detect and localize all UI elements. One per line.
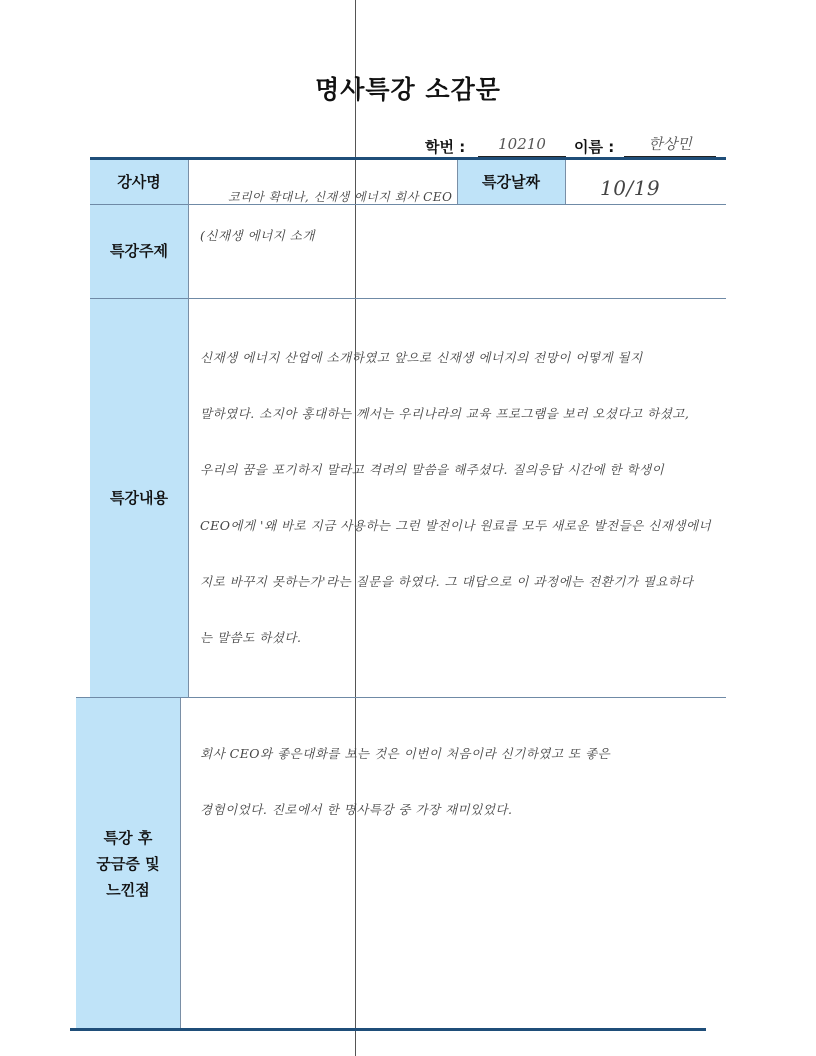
student-name-field[interactable]: 한상민 [624, 132, 716, 157]
content-line: 신재생 에너지 산업에 소개하였고 앞으로 신재생 에너지의 전망이 어떻게 될지 [200, 350, 643, 365]
column-divider [565, 160, 566, 204]
speaker-value[interactable]: 코리아 확대나, 신재생 에너지 회사 CEO [228, 190, 453, 204]
feedback-text[interactable] [200, 712, 740, 852]
feedback-label [76, 698, 180, 1030]
table-bottom-border [70, 1028, 706, 1031]
column-divider [180, 698, 181, 1028]
row-divider [76, 697, 726, 698]
content-text[interactable] [200, 316, 760, 680]
feedback-label-line-3: 느낀점 [106, 881, 150, 900]
topic-value[interactable]: (신재생 에너지 소개 [200, 228, 315, 243]
student-name-label: 이름 : [574, 138, 615, 156]
content-label: 특강내용 [90, 299, 188, 697]
content-line: CEO에게 '왜 바로 지금 사용하는 그런 발전이나 원료를 모두 새로운 발전들은 신재생에너 [200, 518, 712, 533]
content-line: 우리의 꿈을 포기하지 말라고 격려의 말씀을 해주셨다. 질의응답 시간에 한 학생이 [200, 462, 665, 477]
content-line: 는 말씀도 하셨다. [200, 630, 302, 645]
row-divider [90, 298, 726, 299]
student-info [0, 132, 816, 160]
content-line: 말하였다. 소지아 홍대하는 께서는 우리나라의 교육 프로그램을 보러 오셨다고 하셨고, [200, 406, 690, 421]
table-top-border [90, 157, 726, 160]
student-id-label: 학번 : [425, 138, 466, 156]
content-line: 지로 바꾸지 못하는가'라는 질문을 하였다. 그 대답으로 이 과정에는 전환기가 필요하다 [200, 574, 694, 589]
date-value[interactable]: 10/19 [600, 176, 661, 200]
speaker-label: 강사명 [90, 160, 188, 204]
column-divider [188, 160, 189, 698]
page-title: 명사특강 소감문 [315, 75, 501, 104]
feedback-label-line-1: 특강 후 [103, 828, 153, 847]
column-divider [457, 160, 458, 204]
date-label: 특강날짜 [457, 160, 565, 204]
feedback-line: 경험이었다. 진로에서 한 명사특강 중 가장 재미있었다. [200, 802, 513, 817]
student-id-field[interactable]: 10210 [478, 132, 566, 157]
feedback-label-line-2: 궁금증 및 [96, 854, 160, 873]
feedback-line: 회사 CEO와 좋은대화를 보는 것은 이번이 처음이라 신기하였고 또 좋은 [200, 746, 611, 761]
topic-label: 특강주제 [90, 205, 188, 298]
